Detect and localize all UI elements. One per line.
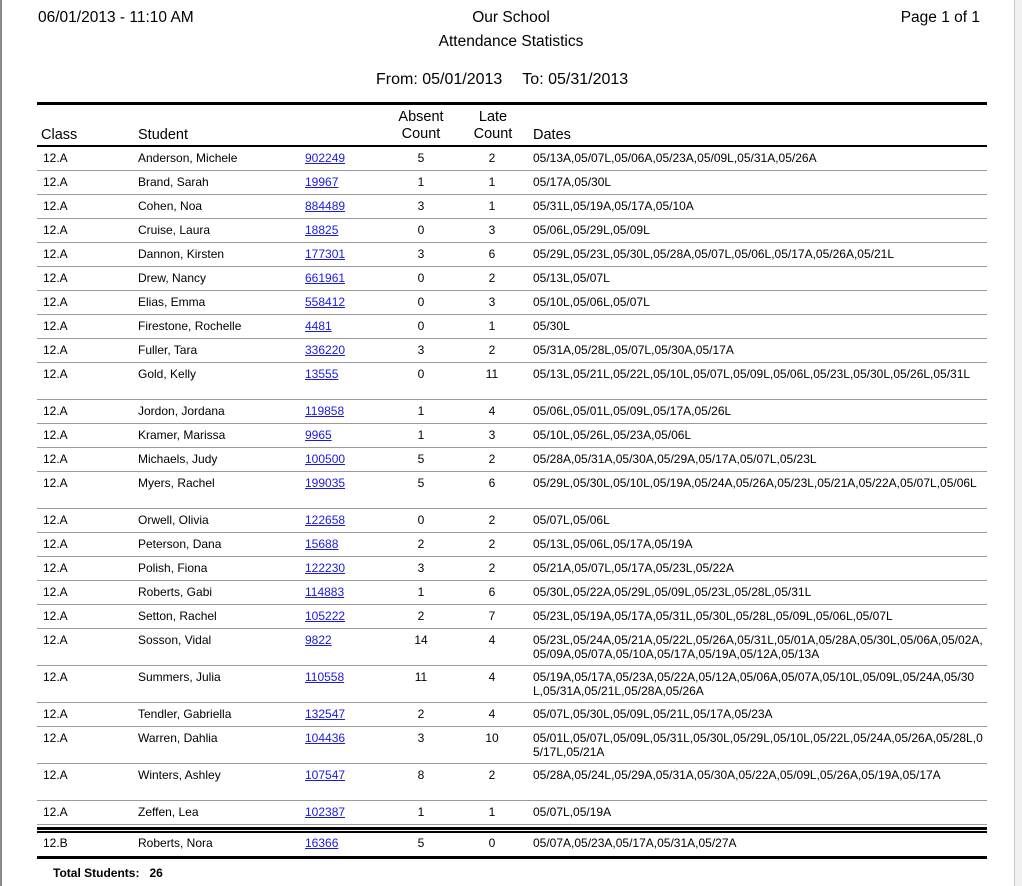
cell-absent-count: 0 xyxy=(417,513,425,527)
cell-class: 12.A xyxy=(43,561,68,575)
cell-student: Jordon, Jordana xyxy=(138,404,225,418)
cell-class: 12.A xyxy=(43,151,68,165)
date-range-to: To: 05/31/2013 xyxy=(522,71,629,88)
cell-dates: 05/17A,05/30L xyxy=(533,175,612,189)
cell-absent-count: 5 xyxy=(417,476,425,490)
student-id-link[interactable]: 4481 xyxy=(305,319,332,333)
cell-absent-count: 8 xyxy=(417,768,425,782)
column-header-late-count xyxy=(458,109,528,143)
date-range-from: From: 05/01/2013 xyxy=(376,71,503,88)
cell-absent-count: 3 xyxy=(417,561,425,575)
cell-late-count: 1 xyxy=(488,319,496,333)
cell-absent-count: 5 xyxy=(417,836,425,850)
cell-class: 12.A xyxy=(43,707,68,721)
cell-late-count: 4 xyxy=(488,404,496,418)
report-title: Attendance Statistics xyxy=(438,33,584,50)
cell-student: Kramer, Marissa xyxy=(138,428,226,442)
cell-late-count: 2 xyxy=(488,513,496,527)
table-row xyxy=(37,581,987,605)
cell-absent-count: 2 xyxy=(417,609,425,623)
cell-dates: 05/01L,05/07L,05/09L,05/31L,05/30L,05/29L,05/10L,05/22L,05/24A,05/26A,05/28L,05/17L,05/21A xyxy=(533,731,983,759)
cell-student: Setton, Rachel xyxy=(138,609,217,623)
cell-class: 12.A xyxy=(43,670,68,684)
student-id-link[interactable]: 102387 xyxy=(305,805,346,819)
cell-late-count: 2 xyxy=(488,452,496,466)
cell-late-count: 1 xyxy=(488,199,496,213)
student-id-link[interactable]: 558412 xyxy=(305,295,346,309)
table-row xyxy=(37,605,987,629)
table-row xyxy=(37,472,987,509)
cell-student: Summers, Julia xyxy=(138,670,221,684)
table-row xyxy=(37,448,987,472)
student-id-link[interactable]: 199035 xyxy=(305,476,346,490)
cell-absent-count: 0 xyxy=(417,223,425,237)
column-header-late-line2: Count xyxy=(473,126,513,142)
student-id-link[interactable]: 110558 xyxy=(305,670,345,684)
table-row xyxy=(37,509,987,533)
student-id-link[interactable]: 9822 xyxy=(305,633,332,647)
cell-dates: 05/13A,05/07L,05/06A,05/23A,05/09L,05/31A,05/26A xyxy=(533,151,817,165)
student-id-link[interactable]: 16366 xyxy=(305,836,339,850)
table-row xyxy=(37,703,987,727)
cell-class: 12.A xyxy=(43,319,68,333)
cell-student: Orwell, Olivia xyxy=(138,513,209,527)
cell-dates: 05/23L,05/19A,05/17A,05/31L,05/30L,05/28L,05/09L,05/06L,05/07L xyxy=(533,609,893,623)
cell-dates: 05/06L,05/01L,05/09L,05/17A,05/26L xyxy=(533,404,732,418)
cell-late-count: 2 xyxy=(488,271,496,285)
cell-student: Cruise, Laura xyxy=(138,223,211,237)
cell-dates: 05/06L,05/29L,05/09L xyxy=(533,223,650,237)
cell-late-count: 11 xyxy=(485,367,499,381)
cell-absent-count: 3 xyxy=(417,343,425,357)
cell-dates: 05/28A,05/31A,05/30A,05/29A,05/17A,05/07L,05/23L xyxy=(533,452,817,466)
report-datetime: 06/01/2013 - 11:10 AM xyxy=(38,9,194,26)
table-row xyxy=(37,557,987,581)
cell-student: Zeffen, Lea xyxy=(138,805,199,819)
cell-class: 12.A xyxy=(43,295,68,309)
cell-student: Firestone, Rochelle xyxy=(138,319,242,333)
cell-dates: 05/29L,05/23L,05/30L,05/28A,05/07L,05/06L,05/17A,05/26A,05/21L xyxy=(533,247,894,261)
cell-class: 12.A xyxy=(43,367,68,381)
cell-class: 12.A xyxy=(43,452,68,466)
cell-student: Dannon, Kirsten xyxy=(138,247,225,261)
student-id-link[interactable]: 902249 xyxy=(305,151,346,165)
column-header-dates: Dates xyxy=(533,127,571,143)
table-row xyxy=(37,219,987,243)
cell-dates: 05/30L,05/22A,05/29L,05/09L,05/23L,05/28L,05/31L xyxy=(533,585,812,599)
total-students xyxy=(53,866,163,880)
student-id-link[interactable]: 122658 xyxy=(305,513,346,527)
cell-student: Brand, Sarah xyxy=(138,175,209,189)
cell-class: 12.A xyxy=(43,247,68,261)
table-row xyxy=(37,764,987,801)
cell-absent-count: 3 xyxy=(417,199,425,213)
cell-student: Winters, Ashley xyxy=(138,768,221,782)
cell-class: 12.A xyxy=(43,609,68,623)
cell-absent-count: 3 xyxy=(417,247,425,261)
table-row xyxy=(37,424,987,448)
cell-class: 12.A xyxy=(43,805,68,819)
page-indicator: Page 1 of 1 xyxy=(900,9,980,26)
student-id-link[interactable]: 132547 xyxy=(305,707,346,721)
cell-dates: 05/13L,05/07L xyxy=(533,271,610,285)
cell-late-count: 3 xyxy=(488,223,496,237)
cell-late-count: 3 xyxy=(488,428,496,442)
header-top-rule xyxy=(37,102,987,105)
cell-dates: 05/29L,05/30L,05/10L,05/19A,05/24A,05/26A,05/23L,05/21A,05/22A,05/07L,05/06L xyxy=(533,476,977,490)
cell-late-count: 2 xyxy=(488,768,496,782)
student-id-link[interactable]: 13555 xyxy=(305,367,339,381)
cell-student: Cohen, Noa xyxy=(138,199,203,213)
cell-dates: 05/23L,05/24A,05/21A,05/22L,05/26A,05/31L,05/01A,05/28A,05/30L,05/06A,05/02A,05/09A,05/07A,05/10A,05/17A,05/19A,05/12A,05/13A xyxy=(533,633,983,661)
cell-absent-count: 2 xyxy=(417,707,425,721)
cell-student: Michaels, Judy xyxy=(138,452,218,466)
cell-absent-count: 1 xyxy=(417,428,425,442)
cell-dates: 05/19A,05/17A,05/23A,05/22A,05/12A,05/06A,05/07A,05/10L,05/09L,05/24A,05/30L,05/31A,05/21L,05/28A,05/26A xyxy=(533,670,975,698)
cell-student: Sosson, Vidal xyxy=(138,633,212,647)
cell-late-count: 3 xyxy=(488,295,496,309)
cell-student: Myers, Rachel xyxy=(138,476,215,490)
table-row xyxy=(37,147,987,171)
cell-dates: 05/13L,05/21L,05/22L,05/10L,05/07L,05/09L,05/06L,05/23L,05/30L,05/26L,05/31L xyxy=(533,367,971,381)
student-id-link[interactable]: 105222 xyxy=(305,609,346,623)
cell-absent-count: 14 xyxy=(414,633,428,647)
cell-late-count: 7 xyxy=(488,609,496,623)
cell-late-count: 4 xyxy=(488,707,496,721)
cell-dates: 05/07L,05/19A xyxy=(533,805,612,819)
cell-class: 12.A xyxy=(43,513,68,527)
table-row xyxy=(37,400,987,424)
cell-absent-count: 0 xyxy=(417,319,425,333)
cell-absent-count: 1 xyxy=(417,404,425,418)
student-id-link[interactable]: 122230 xyxy=(305,561,346,575)
student-id-link[interactable]: 107547 xyxy=(305,768,346,782)
cell-late-count: 10 xyxy=(485,731,499,745)
column-header-class: Class xyxy=(41,127,78,143)
student-id-link[interactable]: 661961 xyxy=(305,271,346,285)
cell-dates: 05/21A,05/07L,05/17A,05/23L,05/22A xyxy=(533,561,734,575)
cell-late-count: 2 xyxy=(488,537,496,551)
student-id-link[interactable]: 15688 xyxy=(305,537,339,551)
column-header-absent-line2: Count xyxy=(401,126,441,142)
table-row xyxy=(37,533,987,557)
cell-absent-count: 2 xyxy=(417,537,425,551)
cell-absent-count: 1 xyxy=(417,805,425,819)
cell-late-count: 4 xyxy=(488,670,496,684)
table-row xyxy=(37,727,987,764)
cell-late-count: 4 xyxy=(488,633,496,647)
table-bottom-rule xyxy=(37,856,987,859)
cell-dates: 05/28A,05/24L,05/29A,05/31A,05/30A,05/22A,05/09L,05/26A,05/19A,05/17A xyxy=(533,768,941,782)
cell-absent-count: 0 xyxy=(417,367,425,381)
table-row xyxy=(37,832,987,854)
cell-class: 12.A xyxy=(43,428,68,442)
cell-late-count: 2 xyxy=(488,561,496,575)
attendance-table xyxy=(37,147,987,825)
table-row xyxy=(37,339,987,363)
table-row xyxy=(37,195,987,219)
cell-absent-count: 0 xyxy=(417,271,425,285)
cell-absent-count: 11 xyxy=(414,670,428,684)
student-id-link[interactable]: 119858 xyxy=(305,404,345,418)
cell-late-count: 6 xyxy=(488,247,496,261)
column-header-late-line1: Late xyxy=(478,109,508,125)
cell-student: Tendler, Gabriella xyxy=(138,707,232,721)
table-row xyxy=(37,629,987,666)
cell-absent-count: 5 xyxy=(417,151,425,165)
cell-dates: 05/07A,05/23A,05/17A,05/31A,05/27A xyxy=(533,836,737,850)
cell-late-count: 2 xyxy=(488,151,496,165)
student-id-link[interactable]: 19967 xyxy=(305,175,339,189)
table-row xyxy=(37,666,987,703)
cell-student: Polish, Fiona xyxy=(138,561,208,575)
cell-class: 12.A xyxy=(43,343,68,357)
student-id-link[interactable]: 884489 xyxy=(305,199,346,213)
table-row xyxy=(37,267,987,291)
cell-late-count: 6 xyxy=(488,585,496,599)
cell-late-count: 0 xyxy=(488,836,496,850)
cell-class: 12.A xyxy=(43,199,68,213)
group-divider-top xyxy=(37,827,987,830)
cell-student: Fuller, Tara xyxy=(138,343,198,357)
student-id-link[interactable]: 100500 xyxy=(305,452,346,466)
cell-student: Elias, Emma xyxy=(138,295,206,309)
cell-dates: 05/10L,05/06L,05/07L xyxy=(533,295,650,309)
cell-class: 12.A xyxy=(43,768,68,782)
cell-late-count: 6 xyxy=(488,476,496,490)
cell-absent-count: 5 xyxy=(417,452,425,466)
cell-class: 12.A xyxy=(43,223,68,237)
cell-late-count: 2 xyxy=(488,343,496,357)
student-id-link[interactable]: 336220 xyxy=(305,343,346,357)
cell-absent-count: 1 xyxy=(417,175,425,189)
student-id-link[interactable]: 177301 xyxy=(305,247,346,261)
cell-class: 12.A xyxy=(43,175,68,189)
total-students-label: Total Students: xyxy=(53,866,140,880)
table-row xyxy=(37,243,987,267)
student-id-link[interactable]: 104436 xyxy=(305,731,346,745)
cell-late-count: 1 xyxy=(488,805,496,819)
cell-student: Warren, Dahlia xyxy=(138,731,218,745)
column-header-student: Student xyxy=(138,127,188,143)
cell-dates: 05/31A,05/28L,05/07L,05/30A,05/17A xyxy=(533,343,734,357)
table-row xyxy=(37,171,987,195)
cell-dates: 05/31L,05/19A,05/17A,05/10A xyxy=(533,199,694,213)
cell-dates: 05/13L,05/06L,05/17A,05/19A xyxy=(533,537,693,551)
cell-student: Roberts, Nora xyxy=(138,836,213,850)
student-id-link[interactable]: 18825 xyxy=(305,223,339,237)
cell-dates: 05/30L xyxy=(533,319,570,333)
cell-dates: 05/07L,05/30L,05/09L,05/21L,05/17A,05/23A xyxy=(533,707,773,721)
table-row xyxy=(37,363,987,400)
school-name: Our School xyxy=(472,9,550,26)
cell-student: Roberts, Gabi xyxy=(138,585,213,599)
window-left-border xyxy=(0,0,2,886)
cell-class: 12.A xyxy=(43,585,68,599)
cell-student: Drew, Nancy xyxy=(138,271,207,285)
cell-class: 12.A xyxy=(43,404,68,418)
cell-class: 12.A xyxy=(43,633,68,647)
cell-dates: 05/10L,05/26L,05/23A,05/06L xyxy=(533,428,692,442)
column-header-absent-line1: Absent xyxy=(398,109,444,125)
cell-student: Anderson, Michele xyxy=(138,151,238,165)
cell-absent-count: 0 xyxy=(417,295,425,309)
total-students-value: 26 xyxy=(149,866,163,880)
student-id-link[interactable]: 114883 xyxy=(305,585,345,599)
vertical-scrollbar[interactable] xyxy=(1014,0,1022,886)
cell-class: 12.A xyxy=(43,537,68,551)
cell-class: 12.A xyxy=(43,476,68,490)
cell-dates: 05/07L,05/06L xyxy=(533,513,610,527)
cell-class: 12.A xyxy=(43,271,68,285)
student-id-link[interactable]: 9965 xyxy=(305,428,332,442)
cell-class: 12.B xyxy=(43,836,68,850)
cell-absent-count: 3 xyxy=(417,731,425,745)
table-row xyxy=(37,291,987,315)
column-header-absent-count xyxy=(386,109,456,143)
date-range xyxy=(376,71,628,89)
cell-late-count: 1 xyxy=(488,175,496,189)
cell-absent-count: 1 xyxy=(417,585,425,599)
cell-class: 12.A xyxy=(43,731,68,745)
cell-student: Gold, Kelly xyxy=(138,367,197,381)
cell-student: Peterson, Dana xyxy=(138,537,222,551)
table-row xyxy=(37,801,987,825)
table-row xyxy=(37,315,987,339)
